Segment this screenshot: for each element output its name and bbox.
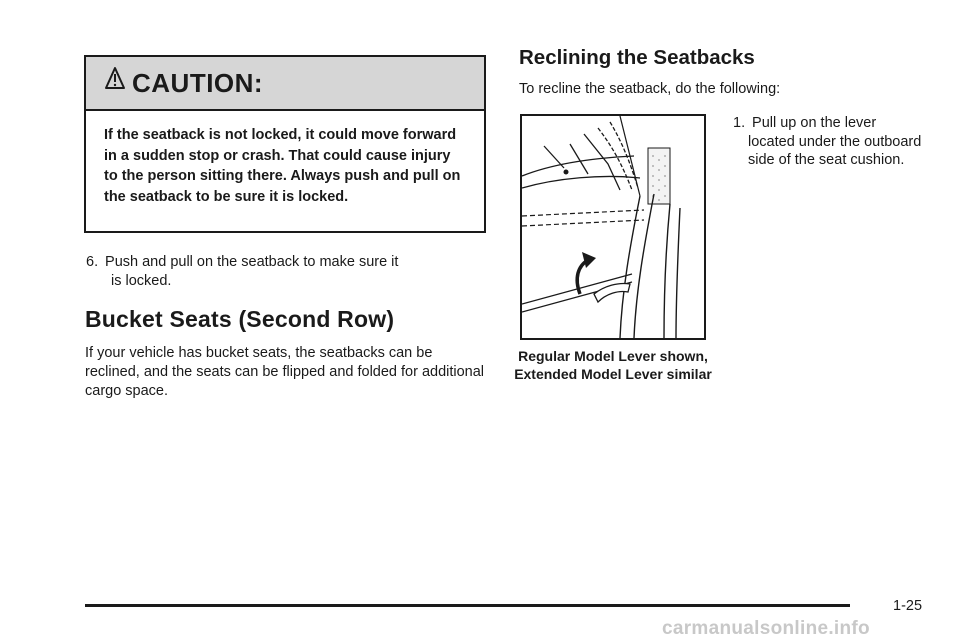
watermark: carmanualsonline.info [662, 618, 870, 639]
step-6-line2: is locked. [111, 273, 172, 289]
step-1-line1: Pull up on the lever [752, 115, 877, 131]
seat-lever-illustration [520, 114, 706, 340]
caution-box [84, 55, 486, 233]
page-number: 1-25 [893, 598, 923, 614]
bucket-seats-heading: Bucket Seats (Second Row) [85, 306, 395, 332]
step-1 [733, 114, 933, 170]
reclining-intro: To recline the seatback, do the following: [519, 81, 781, 97]
caution-header [86, 57, 484, 111]
bucket-seats-text: If your vehicle has bucket seats, the seatbacks can be reclined, and the seats can be flipped and folded for additional cargo space. [85, 345, 485, 399]
step-6-number: 6. [86, 254, 99, 270]
step-6 [86, 253, 486, 291]
figure-caption: Regular Model Lever shown, Extended Model Lever similar [514, 348, 712, 382]
reclining-heading: Reclining the Seatbacks [519, 46, 755, 69]
caution-text: If the seatback is not locked, it could move forward in a sudden stop or crash. That could cause injury to the person sitting there. Always push and pull on the seatback to be sure it is locked. [104, 127, 461, 205]
warning-triangle-icon [104, 66, 126, 92]
step-1-rest: located under the outboard side of the seat cushion. [748, 133, 922, 168]
step-1-number: 1. [733, 115, 746, 131]
caution-title: CAUTION: [132, 67, 264, 98]
footer-rule [85, 604, 850, 607]
step-6-line1: Push and pull on the seatback to make sure it [105, 254, 399, 270]
